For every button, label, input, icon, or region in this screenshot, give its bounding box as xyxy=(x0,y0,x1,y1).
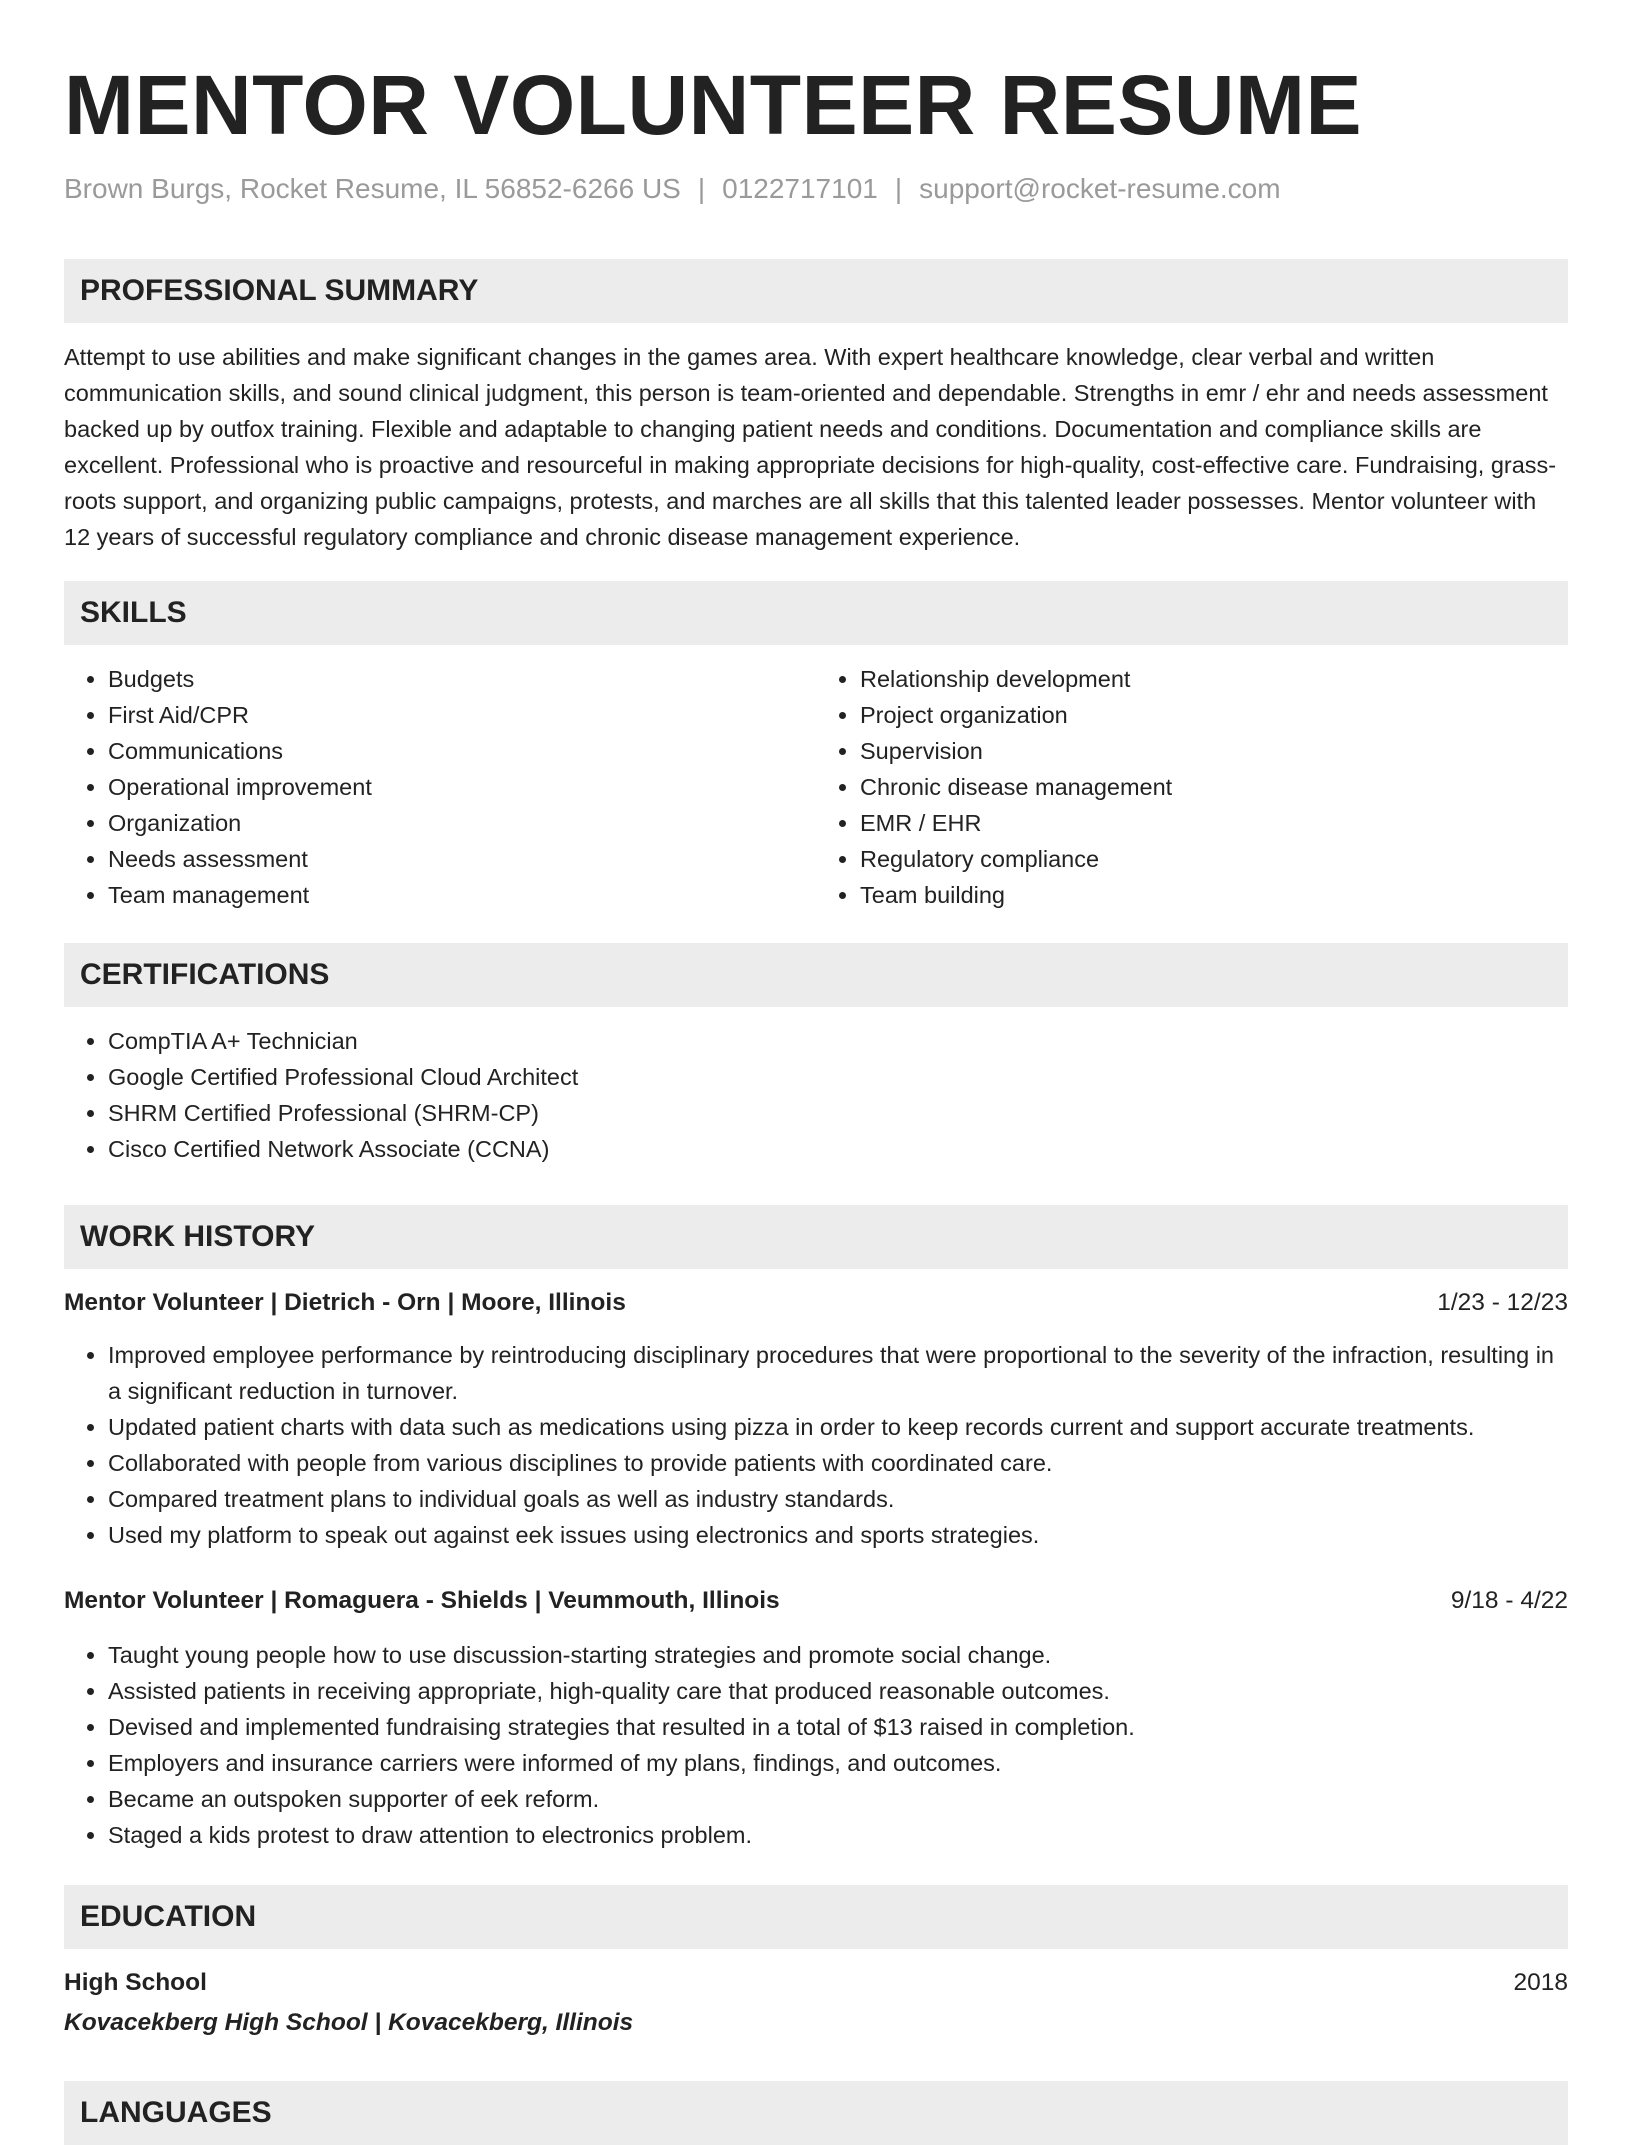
list-item: • Team building xyxy=(860,877,1568,913)
section-header-work-history: WORK HISTORY xyxy=(64,1205,1568,1269)
list-item: • Chronic disease management xyxy=(860,769,1568,805)
list-item: • Updated patient charts with data such as medications using pizza in order to keep records current and support accurate treatments. xyxy=(108,1409,1568,1445)
skills-grid xyxy=(64,661,1568,913)
list-item: • Needs assessment xyxy=(108,841,816,877)
list-item: • Team management xyxy=(108,877,816,913)
section-header-education: EDUCATION xyxy=(64,1885,1568,1949)
list-item: • CompTIA A+ Technician xyxy=(108,1023,1568,1059)
summary-text: Attempt to use abilities and make significant changes in the games area. With expert healthcare knowledge, clear verbal and written communication skills, and sound clinical judgment, this person is team-oriented and dependable. Strengths in emr / ehr and needs assessment backed up by outfox training. Flexible and adaptable to changing patient needs and conditions. Documentation and compliance skills are excellent. Professional who is proactive and resourceful in making appropriate decisions for high-quality, cost-effective care. Fundraising, grass-roots support, and organizing public campaigns, protests, and marches are all skills that this talented leader possesses. Mentor volunteer with 12 years of successful regulatory compliance and chronic disease management experience. xyxy=(64,344,1557,550)
skills-list-right xyxy=(816,661,1568,913)
list-item: • Budgets xyxy=(108,661,816,697)
list-item: • Assisted patients in receiving appropriate, high-quality care that produced reasonable outcomes. xyxy=(108,1673,1568,1709)
contact-phone: 0122717101 xyxy=(722,173,878,204)
list-item: • Devised and implemented fundraising strategies that resulted in a total of $13 raised in completion. xyxy=(108,1709,1568,1745)
section-header-languages: LANGUAGES xyxy=(64,2081,1568,2145)
job-title: Mentor Volunteer | Dietrich - Orn | Moore, Illinois xyxy=(64,1289,626,1316)
list-item: • Communications xyxy=(108,733,816,769)
list-item: • Regulatory compliance xyxy=(860,841,1568,877)
list-item: • Staged a kids protest to draw attention to electronics problem. xyxy=(108,1817,1568,1853)
list-item: • Collaborated with people from various disciplines to provide patients with coordinated care. xyxy=(108,1445,1568,1481)
contact-email[interactable]: support@rocket-resume.com xyxy=(919,173,1281,204)
list-item: • Compared treatment plans to individual goals as well as industry standards. xyxy=(108,1481,1568,1517)
list-item: • Organization xyxy=(108,805,816,841)
list-item: • First Aid/CPR xyxy=(108,697,816,733)
job-dates: 9/18 - 4/22 xyxy=(1450,1587,1568,1614)
education-degree: High School xyxy=(64,1969,207,1996)
list-item: • Supervision xyxy=(860,733,1568,769)
resume-title: MENTOR VOLUNTEER RESUME xyxy=(64,58,1363,152)
list-item: • Google Certified Professional Cloud Architect xyxy=(108,1059,1568,1095)
section-header-skills: SKILLS xyxy=(64,581,1568,645)
certifications-list xyxy=(64,1023,1568,1167)
job-heading xyxy=(64,1583,1568,1619)
list-item: • Project organization xyxy=(860,697,1568,733)
section-header-summary: PROFESSIONAL SUMMARY xyxy=(64,259,1568,323)
list-item: • Became an outspoken supporter of eek reform. xyxy=(108,1781,1568,1817)
job-bullets xyxy=(64,1337,1568,1553)
list-item: • Taught young people how to use discussion-starting strategies and promote social change. xyxy=(108,1637,1568,1673)
list-item: • Used my platform to speak out against eek issues using electronics and sports strategies. xyxy=(108,1517,1568,1553)
education-school: Kovacekberg High School | Kovacekberg, Illinois xyxy=(64,2009,634,2036)
education-heading xyxy=(64,1965,1568,2001)
job-title: Mentor Volunteer | Romaguera - Shields | Veummouth, Illinois xyxy=(64,1587,780,1614)
list-item: • Employers and insurance carriers were informed of my plans, findings, and outcomes. xyxy=(108,1745,1568,1781)
list-item: • Operational improvement xyxy=(108,769,816,805)
contact-separator: | xyxy=(894,173,903,204)
skills-list-left xyxy=(64,661,816,913)
job-bullets xyxy=(64,1637,1568,1853)
contact-address: Brown Burgs, Rocket Resume, IL 56852-6266 US xyxy=(64,173,681,204)
list-item: • EMR / EHR xyxy=(860,805,1568,841)
contact-line xyxy=(64,171,1568,207)
education-year: 2018 xyxy=(1513,1969,1568,1996)
list-item: • Cisco Certified Network Associate (CCNA) xyxy=(108,1131,1568,1167)
list-item: • Improved employee performance by reintroducing disciplinary procedures that were proportional to the severity of the infraction, resulting in a significant reduction in turnover. xyxy=(108,1337,1568,1409)
list-item: • SHRM Certified Professional (SHRM-CP) xyxy=(108,1095,1568,1131)
section-header-certifications: CERTIFICATIONS xyxy=(64,943,1568,1007)
job-heading xyxy=(64,1285,1568,1321)
job-dates: 1/23 - 12/23 xyxy=(1437,1289,1568,1316)
list-item: • Relationship development xyxy=(860,661,1568,697)
contact-separator: | xyxy=(697,173,706,204)
